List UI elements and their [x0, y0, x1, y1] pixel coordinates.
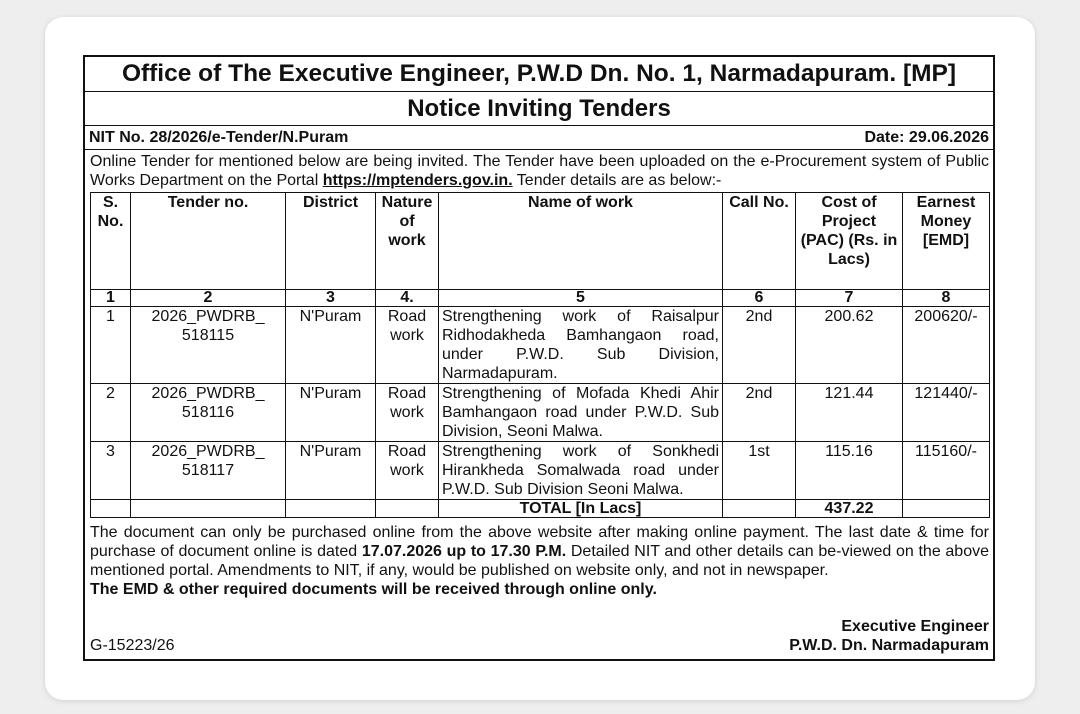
header-call-no: Call No. [723, 193, 796, 290]
cell-name-of-work: Strengthening work of Raisalpur Ridhodakheda Bamhangaon road, under P.W.D. Sub Division, Narmadapuram. [439, 307, 723, 384]
cell-cost: 115.16 [796, 442, 903, 500]
cell-nature: Road work [376, 442, 439, 500]
header-district: District [286, 193, 376, 290]
total-empty-cell [91, 500, 131, 518]
total-empty-cell [286, 500, 376, 518]
signatory-title: Executive Engineer [841, 618, 989, 635]
intro-paragraph [85, 150, 993, 190]
column-number: 8 [903, 290, 990, 307]
table-header-row [91, 193, 990, 290]
column-number: 6 [723, 290, 796, 307]
total-empty-cell [903, 500, 990, 518]
column-number-row [91, 290, 990, 307]
header-cost: Cost of Project (PAC) (Rs. in Lacs) [796, 193, 903, 290]
total-value: 437.22 [796, 500, 903, 518]
total-label: TOTAL [In Lacs] [439, 500, 723, 518]
cell-call-no: 1st [723, 442, 796, 500]
total-row [91, 500, 990, 518]
cell-cost: 200.62 [796, 307, 903, 384]
table-row [91, 442, 990, 500]
nit-info-row [85, 126, 993, 150]
column-number: 7 [796, 290, 903, 307]
intro-text-after: Tender details are as below:- [512, 172, 722, 189]
signatory-office: P.W.D. Dn. Narmadapuram [789, 637, 989, 654]
cell-sno: 2 [91, 384, 131, 442]
emd-note: The EMD & other required documents will be received through online only. [90, 581, 657, 598]
portal-link[interactable]: https://mptenders.gov.in. [322, 172, 513, 189]
header-sno: S. No. [91, 193, 131, 290]
tender-notice [83, 55, 995, 661]
cell-nature: Road work [376, 307, 439, 384]
cell-tender-no: 2026_PWDRB_ 518115 [131, 307, 286, 384]
notice-code: G-15223/26 [90, 637, 175, 654]
column-number: 2 [131, 290, 286, 307]
notice-heading: Notice Inviting Tenders [85, 92, 993, 126]
signatory [789, 617, 989, 655]
terms-text-1: The document can only be purchased online from the above website after making online payment. The last date & time for purchase of document online is dated [90, 524, 989, 560]
total-empty-cell [376, 500, 439, 518]
total-empty-cell [131, 500, 286, 518]
purchase-deadline: 17.07.2026 up to 17.30 P.M. [361, 543, 567, 560]
column-number: 5 [439, 290, 723, 307]
cell-call-no: 2nd [723, 307, 796, 384]
cell-emd: 200620/- [903, 307, 990, 384]
header-nature: Nature of work [376, 193, 439, 290]
cell-emd: 115160/- [903, 442, 990, 500]
tender-table [90, 192, 990, 518]
column-number: 3 [286, 290, 376, 307]
office-title: Office of The Executive Engineer, P.W.D Dn. No. 1, Narmadapuram. [MP] [85, 57, 993, 92]
header-emd: Earnest Money [EMD] [903, 193, 990, 290]
intro-text-before: Online Tender for mentioned below are being invited. The Tender have been uploaded on the e-Procurement system of Public Works Department on the Portal [90, 153, 989, 189]
header-tender-no: Tender no. [131, 193, 286, 290]
header-name-of-work: Name of work [439, 193, 723, 290]
nit-number: NIT No. 28/2026/e-Tender/N.Puram [89, 129, 349, 146]
cell-district: N'Puram [286, 384, 376, 442]
cell-nature: Road work [376, 384, 439, 442]
cell-call-no: 2nd [723, 384, 796, 442]
nit-date: Date: 29.06.2026 [864, 129, 989, 146]
cell-cost: 121.44 [796, 384, 903, 442]
table-row [91, 307, 990, 384]
signature-block [90, 617, 989, 655]
total-empty-cell [723, 500, 796, 518]
terms-text-2: Detailed NIT and other details can be-viewed on the above mentioned portal. Amendments to NIT, if any, would be published on website only, and not in newspaper. [90, 543, 990, 579]
cell-district: N'Puram [286, 307, 376, 384]
cell-sno: 1 [91, 307, 131, 384]
table-row [91, 384, 990, 442]
cell-emd: 121440/- [903, 384, 990, 442]
cell-tender-no: 2026_PWDRB_ 518116 [131, 384, 286, 442]
cell-district: N'Puram [286, 442, 376, 500]
terms-paragraph [85, 518, 993, 599]
cell-sno: 3 [91, 442, 131, 500]
column-number: 1 [91, 290, 131, 307]
column-number: 4. [376, 290, 439, 307]
cell-name-of-work: Strengthening work of Sonkhedi Hirankheda Somalwada road under P.W.D. Sub Division Seoni Malwa. [439, 442, 723, 500]
cell-name-of-work: Strengthening of Mofada Khedi Ahir Bamhangaon road under P.W.D. Sub Division, Seoni Malwa. [439, 384, 723, 442]
cell-tender-no: 2026_PWDRB_ 518117 [131, 442, 286, 500]
